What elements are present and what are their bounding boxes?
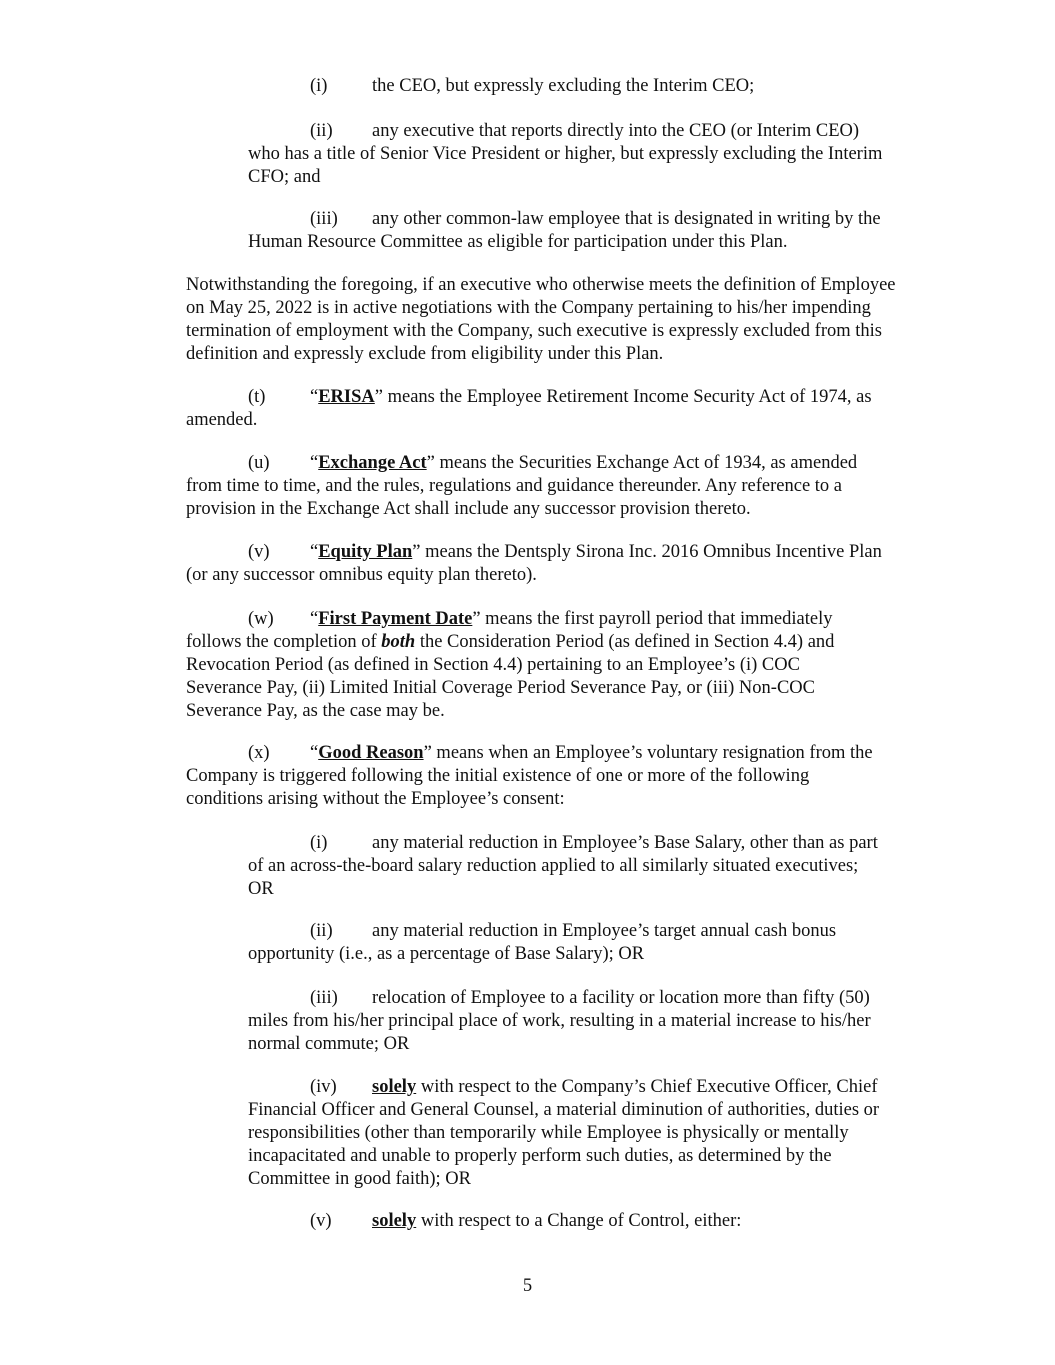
def-text: Company is triggered following the initial existence of one or more of the following bbox=[186, 766, 810, 786]
def-label: (u) bbox=[248, 453, 270, 473]
def-text: ” means the first payroll period that immediately bbox=[472, 609, 833, 629]
item-text: incapacitated and unable to properly perform such duties, as determined by the bbox=[248, 1146, 832, 1166]
defined-term: ERISA bbox=[318, 387, 375, 407]
item-text: any executive that reports directly into the CEO (or Interim CEO) bbox=[372, 121, 860, 141]
item-label: (iii) bbox=[310, 988, 338, 1008]
def-text: Severance Pay, as the case may be. bbox=[186, 701, 445, 721]
emphasis-solely: solely bbox=[372, 1077, 417, 1097]
defined-term: Good Reason bbox=[318, 743, 424, 763]
item-label: (v) bbox=[310, 1211, 332, 1231]
definition-first-payment-date bbox=[186, 608, 946, 723]
page-number: 5 bbox=[522, 1276, 533, 1296]
item-text: OR bbox=[248, 879, 274, 899]
item-text: responsibilities (other than temporarily while Employee is physically or mentally bbox=[248, 1123, 849, 1143]
def-label: (w) bbox=[248, 609, 274, 629]
item-text: miles from his/her principal place of work, resulting in a material increase to his/her bbox=[248, 1011, 871, 1031]
item-text: with respect to the Company’s Chief Executive Officer, Chief bbox=[416, 1077, 878, 1097]
def-text: ” means the Employee Retirement Income Security Act of 1974, as bbox=[374, 387, 872, 407]
item-text: normal commute; OR bbox=[248, 1034, 410, 1054]
paragraph-line: on May 25, 2022 is in active negotiations with the Company pertaining to his/her impending bbox=[186, 298, 871, 318]
quote-open: “ bbox=[310, 542, 319, 562]
item-text: opportunity (i.e., as a percentage of Base Salary); OR bbox=[248, 944, 645, 964]
emphasis-both: both bbox=[381, 632, 416, 652]
def-text: the Consideration Period (as defined in Section 4.4) and bbox=[415, 632, 835, 652]
item-label: (ii) bbox=[310, 121, 333, 141]
item-label: (i) bbox=[310, 833, 328, 853]
def-text: Severance Pay, (ii) Limited Initial Coverage Period Severance Pay, or (iii) Non-COC bbox=[186, 678, 815, 698]
def-text: ” means the Securities Exchange Act of 1934, as amended bbox=[426, 453, 858, 473]
defined-term: First Payment Date bbox=[318, 609, 473, 629]
item-text: Human Resource Committee as eligible for participation under this Plan. bbox=[248, 232, 788, 252]
def-label: (t) bbox=[248, 387, 266, 407]
def-label: (v) bbox=[248, 542, 270, 562]
good-reason-item-v bbox=[248, 1210, 948, 1233]
good-reason-item-i bbox=[248, 832, 948, 901]
notwithstanding-paragraph bbox=[186, 274, 946, 366]
item-text: any material reduction in Employee’s Base Salary, other than as part bbox=[372, 833, 878, 853]
item-text: any other common-law employee that is designated in writing by the bbox=[372, 209, 881, 229]
quote-open: “ bbox=[310, 609, 319, 629]
def-text: from time to time, and the rules, regulations and guidance thereunder. Any reference to a bbox=[186, 476, 843, 496]
def-label: (x) bbox=[248, 743, 270, 763]
item-text: with respect to a Change of Control, either: bbox=[416, 1211, 742, 1231]
def-text: Revocation Period (as defined in Section 4.4) pertaining to an Employee’s (i) COC bbox=[186, 655, 800, 675]
def-text: ” means the Dentsply Sirona Inc. 2016 Omnibus Incentive Plan bbox=[412, 542, 882, 562]
item-label: (iv) bbox=[310, 1077, 337, 1097]
def-text: follows the completion of bbox=[186, 632, 382, 652]
item-text: the CEO, but expressly excluding the Interim CEO; bbox=[372, 76, 755, 96]
quote-open: “ bbox=[310, 387, 319, 407]
def-text: (or any successor omnibus equity plan thereto). bbox=[186, 565, 537, 585]
good-reason-item-ii bbox=[248, 920, 948, 966]
paragraph-line: Notwithstanding the foregoing, if an executive who otherwise meets the definition of Employee bbox=[186, 275, 896, 295]
quote-open: “ bbox=[310, 743, 319, 763]
def-text: provision in the Exchange Act shall include any successor provision thereto. bbox=[186, 499, 751, 519]
item-text: any material reduction in Employee’s target annual cash bonus bbox=[372, 921, 837, 941]
item-text: relocation of Employee to a facility or location more than fifty (50) bbox=[372, 988, 870, 1008]
def-text: amended. bbox=[186, 410, 258, 430]
item-text: who has a title of Senior Vice President or higher, but expressly excluding the Interim bbox=[248, 144, 883, 164]
quote-open: “ bbox=[310, 453, 319, 473]
item-label: (iii) bbox=[310, 209, 338, 229]
def-text: ” means when an Employee’s voluntary resignation from the bbox=[423, 743, 873, 763]
item-text: Financial Officer and General Counsel, a material diminution of authorities, duties or bbox=[248, 1100, 880, 1120]
definition-erisa bbox=[186, 386, 946, 432]
emphasis-solely: solely bbox=[372, 1211, 417, 1231]
item-iii bbox=[248, 208, 948, 254]
item-i bbox=[248, 75, 948, 98]
good-reason-item-iv bbox=[248, 1076, 948, 1191]
defined-term: Exchange Act bbox=[318, 453, 427, 473]
item-label: (ii) bbox=[310, 921, 333, 941]
item-text: of an across-the-board salary reduction applied to all similarly situated executives; bbox=[248, 856, 859, 876]
defined-term: Equity Plan bbox=[318, 542, 413, 562]
definition-equity-plan bbox=[186, 541, 946, 587]
good-reason-item-iii bbox=[248, 987, 948, 1056]
item-text: Committee in good faith); OR bbox=[248, 1169, 472, 1189]
definition-exchange-act bbox=[186, 452, 946, 521]
definition-good-reason bbox=[186, 742, 946, 811]
item-label: (i) bbox=[310, 76, 328, 96]
def-text: conditions arising without the Employee’s consent: bbox=[186, 789, 565, 809]
paragraph-line: termination of employment with the Company, such executive is expressly excluded from this bbox=[186, 321, 882, 341]
item-ii bbox=[248, 120, 948, 189]
item-text: CFO; and bbox=[248, 167, 321, 187]
paragraph-line: definition and expressly exclude from eligibility under this Plan. bbox=[186, 344, 664, 364]
